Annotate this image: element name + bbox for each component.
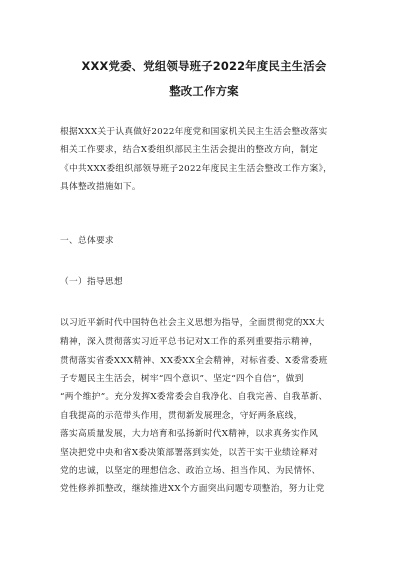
document-title-line-2: 整改工作方案 [169,84,239,98]
body-line-4: 子专题民主生活会，树牢“四个意识”、坚定“四个自信”，做到 [60,374,304,384]
body-line-2: 精神，深入贯彻落实习近平总书记对X工作的系列重要指示精神， [60,337,319,347]
body-line-1: 以习近平新时代中国特色社会主义思想为指导，全面贯彻党的XX大 [60,318,325,328]
body-line-6: 自我提高的示范带头作用，贯彻新发展理念，守好两条底线， [60,411,303,421]
body-line-5: “两个维护”。充分发挥X委常委会自我净化、自我完善、自我革新、 [60,392,328,402]
document-title-line-1: XXX党委、党组领导班子2022年度民主生活会 [81,59,327,73]
body-line-9: 党的忠诚，以坚定的理想信念、政治立场、担当作风、为民情怀、 [60,466,321,476]
intro-line-1: 根据XXX关于认真做好2022年度党和国家机关民主生活会整改落实 [60,127,328,137]
intro-line-2: 相关工作要求，结合X委组织部民主生活会提出的整改方向，制定 [60,145,319,155]
body-line-7: 落实高质量发展，大力培育和弘扬新时代X精神，以求真务实作风 [60,429,319,439]
subsection-heading-guiding-ideology: （一）指导思想 [60,277,123,287]
body-line-8: 坚决把党中央和省X委决策部署落到实处，以苦干实干业绩诠释对 [60,448,319,458]
body-line-10: 党性修养抓整改，继续推进XX个方面突出问题专项整治，努力让党 [60,484,325,494]
body-line-3: 贯彻落实省委XXX精神、XX委XX全会精神，对标省委、X委常委班 [60,356,328,366]
intro-line-4: 具体整改措施如下。 [60,182,141,192]
section-heading-overall-requirements: 一、总体要求 [60,236,114,246]
intro-line-3: 《中共XXX委组织部领导班子2022年度民主生活会整改工作方案》， [60,164,333,174]
